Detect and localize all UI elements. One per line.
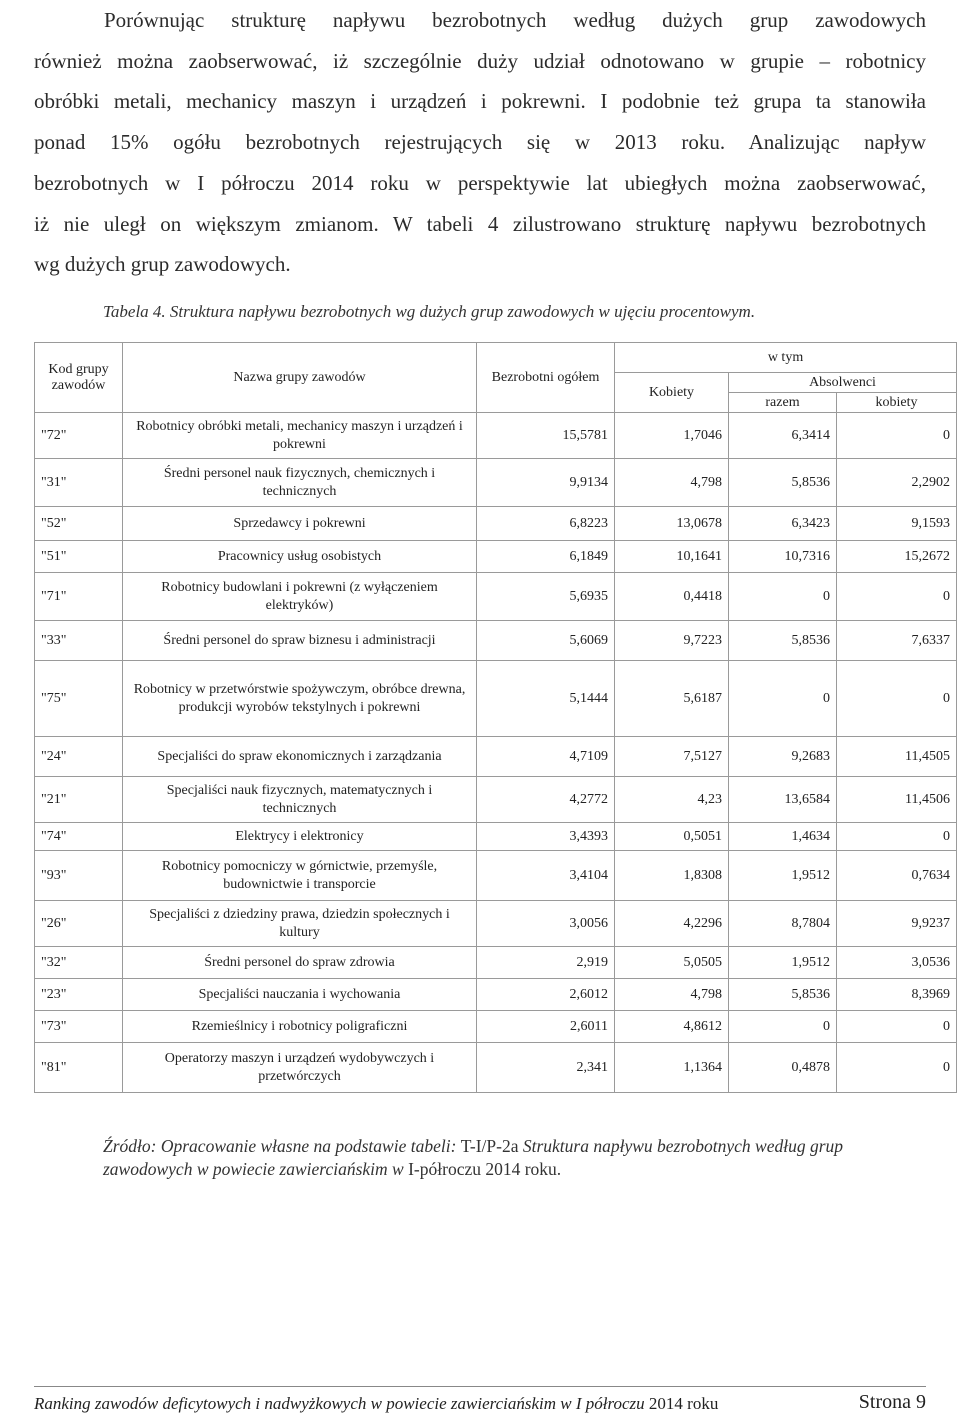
row-code: "52" [35, 507, 123, 541]
header-graduates-total: razem [729, 393, 837, 413]
row-graduates-women: 8,3969 [837, 979, 957, 1011]
row-graduates-women: 11,4506 [837, 777, 957, 823]
body-paragraph [34, 0, 926, 285]
row-total: 4,7109 [477, 737, 615, 777]
row-code: "73" [35, 1011, 123, 1043]
row-women: 13,0678 [615, 507, 729, 541]
row-women: 7,5127 [615, 737, 729, 777]
paragraph-line: wg dużych grup zawodowych. [34, 252, 291, 277]
row-graduates-total: 8,7804 [729, 901, 837, 947]
row-code: "26" [35, 901, 123, 947]
row-name: Operatorzy maszyn i urządzeń wydobywczych i przetwórczych [123, 1043, 477, 1093]
row-women: 4,8612 [615, 1011, 729, 1043]
row-graduates-total: 0 [729, 573, 837, 621]
row-name: Specjaliści z dziedziny prawa, dziedzin społecznych i kultury [123, 901, 477, 947]
row-name: Robotnicy obróbki metali, mechanicy maszyn i urządzeń i pokrewni [123, 413, 477, 459]
table-row [35, 851, 957, 901]
header-total: Bezrobotni ogółem [477, 343, 615, 413]
row-graduates-women: 11,4505 [837, 737, 957, 777]
row-total: 6,8223 [477, 507, 615, 541]
row-graduates-total: 13,6584 [729, 777, 837, 823]
footer-title-year: 2014 roku [644, 1394, 719, 1413]
row-total: 15,5781 [477, 413, 615, 459]
source-part: I-półroczu [408, 1159, 481, 1179]
row-total: 5,6935 [477, 573, 615, 621]
table-body [35, 413, 957, 1093]
row-graduates-women: 0 [837, 573, 957, 621]
paragraph-line: obróbki metali, mechanicy maszyn i urządzeń i pokrewni. I podobnie też grupa ta stanowiła [34, 89, 926, 114]
row-graduates-women: 0 [837, 1011, 957, 1043]
row-graduates-total: 5,8536 [729, 621, 837, 661]
footer-title-italic: Ranking zawodów deficytowych i nadwyżkowych w powiecie zawierciańskim w I półroczu [34, 1394, 645, 1413]
row-code: "75" [35, 661, 123, 737]
row-women: 1,7046 [615, 413, 729, 459]
row-graduates-total: 1,9512 [729, 947, 837, 979]
table-row [35, 1043, 957, 1093]
row-women: 4,798 [615, 979, 729, 1011]
table-row [35, 459, 957, 507]
row-name: Robotnicy pomocniczy w górnictwie, przemyśle, budownictwie i transporcie [123, 851, 477, 901]
row-graduates-total: 9,2683 [729, 737, 837, 777]
header-women: Kobiety [615, 373, 729, 413]
row-women: 1,1364 [615, 1043, 729, 1093]
row-graduates-women: 0 [837, 1043, 957, 1093]
row-graduates-women: 15,2672 [837, 541, 957, 573]
table-row [35, 947, 957, 979]
row-name: Średni personel do spraw zdrowia [123, 947, 477, 979]
table-row [35, 621, 957, 661]
row-name: Sprzedawcy i pokrewni [123, 507, 477, 541]
row-graduates-total: 0,4878 [729, 1043, 837, 1093]
row-name: Średni personel do spraw biznesu i administracji [123, 621, 477, 661]
header-graduates-women: kobiety [837, 393, 957, 413]
row-women: 4,798 [615, 459, 729, 507]
row-graduates-total: 1,4634 [729, 823, 837, 851]
row-code: "23" [35, 979, 123, 1011]
table-row [35, 737, 957, 777]
row-graduates-total: 5,8536 [729, 459, 837, 507]
page-number: Strona 9 [858, 1391, 926, 1413]
paragraph-line: iż nie uległ on większym zmianom. W tabeli 4 zilustrowano strukturę napływu bezrobotnych [34, 211, 926, 236]
row-name: Specjaliści nauk fizycznych, matematycznych i technicznych [123, 777, 477, 823]
row-total: 3,4104 [477, 851, 615, 901]
paragraph-line: bezrobotnych w I półroczu 2014 roku w perspektywie lat ubiegłych można zaobserwować, [34, 170, 926, 195]
row-code: "31" [35, 459, 123, 507]
row-graduates-women: 0,7634 [837, 851, 957, 901]
row-name: Średni personel nauk fizycznych, chemicznych i technicznych [123, 459, 477, 507]
row-total: 3,0056 [477, 901, 615, 947]
row-graduates-total: 0 [729, 661, 837, 737]
table-row [35, 777, 957, 823]
row-total: 2,6012 [477, 979, 615, 1011]
row-total: 2,341 [477, 1043, 615, 1093]
row-name: Specjaliści nauczania i wychowania [123, 979, 477, 1011]
row-graduates-women: 7,6337 [837, 621, 957, 661]
source-part: Struktura napływu bezrobotnych według grup zawodowych w powiecie zawierciańskim w [103, 1136, 844, 1179]
row-total: 2,919 [477, 947, 615, 979]
row-code: "32" [35, 947, 123, 979]
row-women: 1,8308 [615, 851, 729, 901]
row-total: 3,4393 [477, 823, 615, 851]
row-total: 2,6011 [477, 1011, 615, 1043]
table-row [35, 661, 957, 737]
header-wtym: w tym [615, 343, 957, 373]
row-women: 10,1641 [615, 541, 729, 573]
table-row [35, 541, 957, 573]
row-name: Robotnicy budowlani i pokrewni (z wyłączeniem elektryków) [123, 573, 477, 621]
row-graduates-women: 3,0536 [837, 947, 957, 979]
row-women: 5,6187 [615, 661, 729, 737]
row-women: 4,2296 [615, 901, 729, 947]
row-graduates-total: 6,3423 [729, 507, 837, 541]
row-women: 0,4418 [615, 573, 729, 621]
row-graduates-women: 9,1593 [837, 507, 957, 541]
row-graduates-women: 9,9237 [837, 901, 957, 947]
source-part: T-I/P-2a [460, 1136, 519, 1156]
row-code: "71" [35, 573, 123, 621]
row-name: Elektrycy i elektronicy [123, 823, 477, 851]
source-part: Źródło: Opracowanie własne na podstawie tabeli: [103, 1136, 461, 1156]
table-row [35, 1011, 957, 1043]
table-row [35, 901, 957, 947]
footer-title [34, 1394, 718, 1414]
header-name: Nazwa grupy zawodów [123, 343, 477, 413]
paragraph-line: Porównując strukturę napływu bezrobotnych według dużych grup zawodowych [104, 8, 926, 32]
row-graduates-total: 5,8536 [729, 979, 837, 1011]
row-code: "74" [35, 823, 123, 851]
table-row [35, 413, 957, 459]
row-total: 4,2772 [477, 777, 615, 823]
row-total: 5,1444 [477, 661, 615, 737]
paragraph-line: również można zaobserwować, iż szczególnie duży udział odnotowano w grupie – robotnicy [34, 48, 926, 73]
row-code: "51" [35, 541, 123, 573]
header-graduates: Absolwenci [729, 373, 957, 393]
table-row [35, 823, 957, 851]
row-name: Pracownicy usług osobistych [123, 541, 477, 573]
table-row [35, 979, 957, 1011]
row-name: Rzemieślnicy i robotnicy poligraficzni [123, 1011, 477, 1043]
row-graduates-total: 0 [729, 1011, 837, 1043]
row-code: "24" [35, 737, 123, 777]
row-women: 5,0505 [615, 947, 729, 979]
table-caption: Tabela 4. Struktura napływu bezrobotnych wg dużych grup zawodowych w ujęciu procentowym. [103, 302, 756, 321]
row-code: "21" [35, 777, 123, 823]
row-code: "93" [35, 851, 123, 901]
row-total: 9,9134 [477, 459, 615, 507]
row-name: Robotnicy w przetwórstwie spożywczym, obróbce drewna, produkcji wyrobów tekstylnych i pokrewni [123, 661, 477, 737]
source-note [103, 1135, 903, 1181]
footer-divider [34, 1386, 926, 1387]
header-code: Kod grupy zawodów [35, 343, 123, 413]
paragraph-line: ponad 15% ogółu bezrobotnych rejestrujących się w 2013 roku. Analizując napływ [34, 130, 926, 155]
row-graduates-women: 0 [837, 413, 957, 459]
row-name: Specjaliści do spraw ekonomicznych i zarządzania [123, 737, 477, 777]
row-code: "81" [35, 1043, 123, 1093]
row-code: "72" [35, 413, 123, 459]
row-women: 4,23 [615, 777, 729, 823]
row-graduates-total: 1,9512 [729, 851, 837, 901]
row-graduates-women: 2,2902 [837, 459, 957, 507]
row-women: 0,5051 [615, 823, 729, 851]
table-row [35, 573, 957, 621]
row-graduates-total: 10,7316 [729, 541, 837, 573]
row-total: 6,1849 [477, 541, 615, 573]
row-graduates-women: 0 [837, 823, 957, 851]
row-code: "33" [35, 621, 123, 661]
row-graduates-women: 0 [837, 661, 957, 737]
table-row [35, 507, 957, 541]
row-women: 9,7223 [615, 621, 729, 661]
occupation-inflow-table [34, 342, 957, 1093]
source-part: 2014 roku. [480, 1159, 562, 1179]
row-total: 5,6069 [477, 621, 615, 661]
row-graduates-total: 6,3414 [729, 413, 837, 459]
